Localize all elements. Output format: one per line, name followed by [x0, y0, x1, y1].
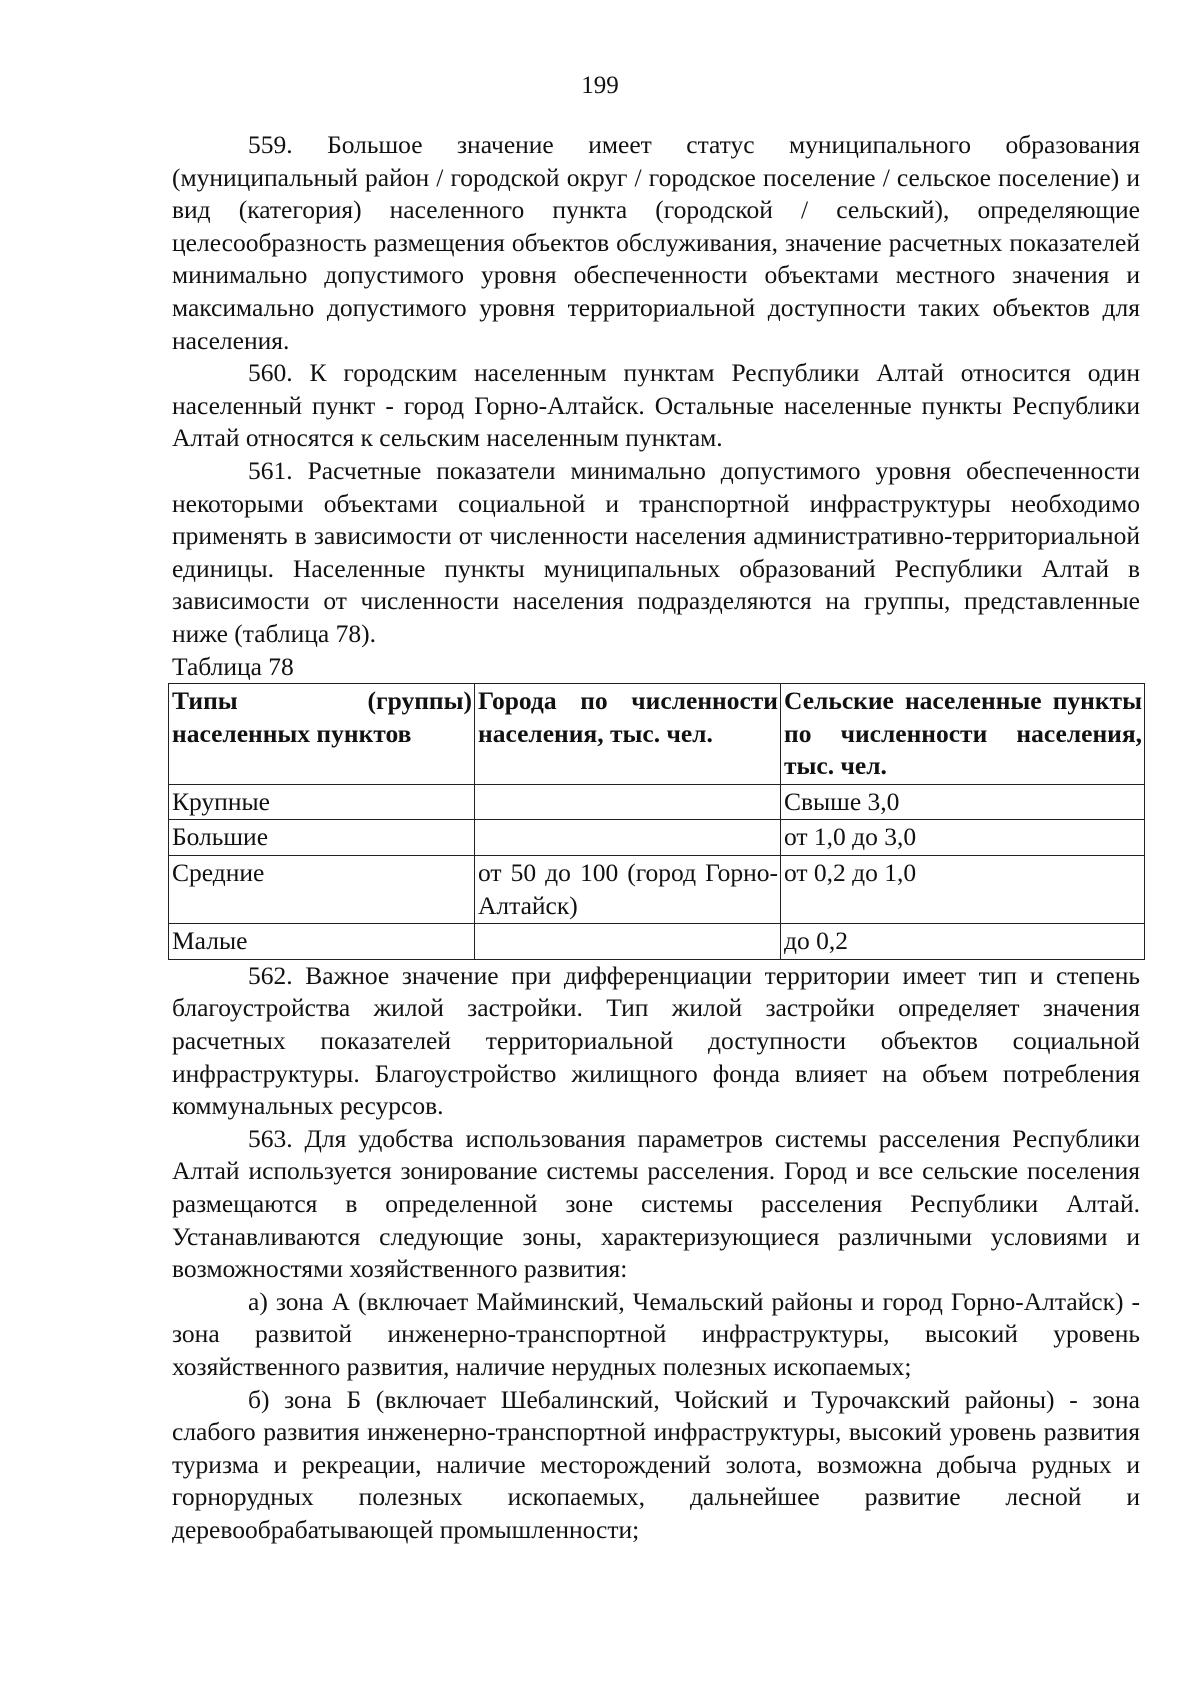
table-caption: Таблица 78	[172, 651, 294, 681]
cell-type: Малые	[169, 924, 475, 960]
cell-cities	[475, 924, 781, 960]
settlement-groups-table	[168, 683, 1145, 960]
cell-type: Крупные	[169, 784, 475, 820]
table-row	[169, 856, 1145, 924]
table-row	[169, 784, 1145, 820]
paragraph-562: 562. Важное значение при дифференциации территории имеет тип и степень благоустройства жилой застройки. Тип жилой застройки определяет значения расчетных показателей территориальной доступности объектов социальной инфраструктуры. Благоустройство жилищного фонда влияет на объем потребления коммунальных ресурсов.	[172, 960, 1140, 1121]
document-body	[172, 129, 1140, 1547]
paragraph-563: 563. Для удобства использования параметров системы расселения Республики Алтай используется зонирование системы расселения. Город и все сельские поселения размещаются в определенной зоне системы расселения Республики Алтай. Устанавливаются следующие зоны, характеризующиеся различными условиями и возможностями хозяйственного развития:	[172, 1123, 1140, 1284]
header-settlement-type: Типы (группы) населенных пунктов	[169, 684, 475, 785]
paragraph-560: 560. К городским населенным пунктам Республики Алтай относится один населенный пункт - город Горно-Алтайск. Остальные населенные пункты Республики Алтай относятся к сельским населенным пунктам.	[172, 358, 1140, 453]
page-number: 199	[581, 72, 619, 99]
cell-type: Большие	[169, 820, 475, 856]
paragraph-561: 561. Расчетные показатели минимально допустимого уровня обеспеченности некоторыми объектами социальной и транспортной инфраструктуры необходимо применять в зависимости от численности населения административно-территориальной единицы. Населенные пункты муниципальных образований Республики Алтай в зависимости от численности населения подразделяются на группы, представленные ниже (таблица 78).	[172, 455, 1140, 648]
table-row	[169, 924, 1145, 960]
cell-rural: Свыше 3,0	[781, 784, 1145, 820]
cell-cities	[475, 784, 781, 820]
paragraph-563-zone-b: б) зона Б (включает Шебалинский, Чойский и Турочакский районы) - зона слабого развития инженерно-транспортной инфраструктуры, высокий уровень развития туризма и рекреации, наличие месторождений золота, возможна добыча рудных и горнорудных полезных ископаемых, дальнейшее развитие лесной и деревообрабатывающей промышленности;	[172, 1384, 1140, 1544]
cell-cities: от 50 до 100 (город Горно-Алтайск)	[475, 856, 781, 924]
table-row	[169, 820, 1145, 856]
paragraph-563-zone-a: а) зона А (включает Майминский, Чемальский районы и город Горно-Алтайск) - зона развитой инженерно-транспортной инфраструктуры, высокий уровень хозяйственного развития, наличие нерудных полезных ископаемых;	[172, 1286, 1140, 1381]
paragraph-559: 559. Большое значение имеет статус муниципального образования (муниципальный район / городской округ / городское поселение / сельское поселение) и вид (категория) населенного пункта (городской / сельский), определяющие целесообразность размещения объектов обслуживания, значение расчетных показателей минимально допустимого уровня обеспеченности объектами местного значения и максимально допустимого уровня территориальной доступности таких объектов для населения.	[172, 130, 1140, 355]
table-header-row	[169, 684, 1145, 785]
cell-type: Средние	[169, 856, 475, 924]
cell-rural: от 1,0 до 3,0	[781, 820, 1145, 856]
cell-cities	[475, 820, 781, 856]
cell-rural: от 0,2 до 1,0	[781, 856, 1145, 924]
header-rural-population: Сельские населенные пункты по численности населения, тыс. чел.	[781, 684, 1145, 785]
header-cities-population: Города по численности населения, тыс. чел.	[475, 684, 781, 785]
cell-rural: до 0,2	[781, 924, 1145, 960]
